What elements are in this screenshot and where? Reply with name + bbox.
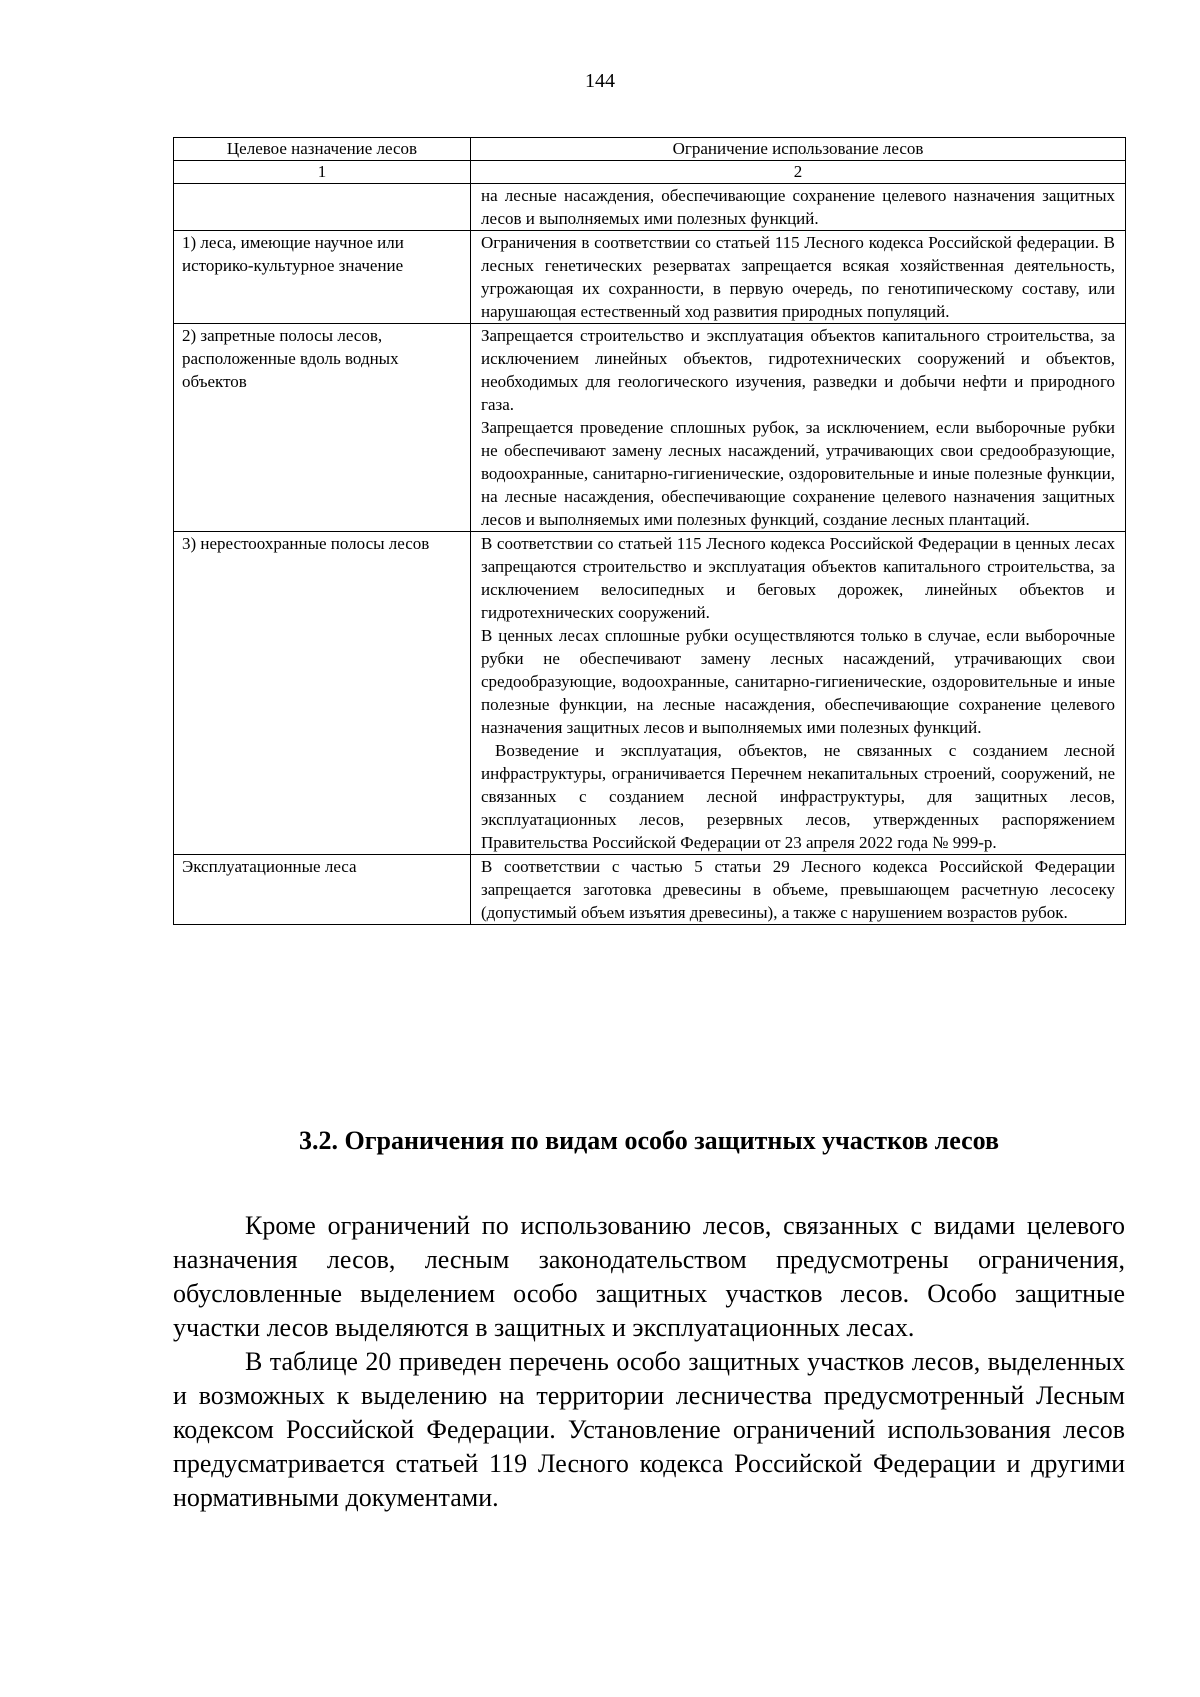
table-row — [174, 231, 1126, 324]
forest-restrictions-table — [173, 137, 1126, 925]
table-row — [174, 184, 1126, 231]
page-number: 144 — [585, 70, 615, 92]
table-row — [174, 855, 1126, 925]
restriction-paragraph: Запрещается строительство и эксплуатация объектов капитального строительства, за исключением линейных объектов, гидротехнических сооружений и объектов, необходимых для геологического изучения, разведки и добычи нефти и природного газа. — [481, 326, 1115, 414]
restriction-paragraph: В ценных лесах сплошные рубки осуществляются только в случае, если выборочные рубки не обеспечивают замену лесных насаждений, утрачивающих свои средообразующие, водоохранные, санитарно-гигиенические, оздоровительные и иные полезные функции, на лесные насаждения, обеспечивающие сохранение целевого назначения защитных лесов и выполняемых ими полезных функций. — [481, 626, 1115, 737]
row-restriction — [471, 324, 1126, 532]
row-category: Эксплуатационные леса — [174, 855, 471, 925]
table-row — [174, 324, 1126, 532]
restriction-paragraph: Возведение и эксплуатация, объектов, не связанных с созданием лесной инфраструктуры, ограничивается Перечнем некапитальных строений, сооружений, не связанных с созданием лесной инфраструктуры, для защитных лесов, эксплуатационных лесов, резервных лесов, утвержденных распоряжением Правительства Российской Федерации от 23 апреля 2022 года № 999-р. — [481, 741, 1115, 852]
column-header-purpose: Целевое назначение лесов — [174, 138, 471, 161]
table-header-row — [174, 138, 1126, 161]
row-restriction — [471, 184, 1126, 231]
row-category — [174, 184, 471, 231]
row-restriction — [471, 855, 1126, 925]
row-category: 1) леса, имеющие научное или историко-культурное значение — [174, 231, 471, 324]
column-number-2: 2 — [471, 161, 1126, 184]
section-body — [173, 1209, 1125, 1515]
body-paragraph: Кроме ограничений по использованию лесов, связанных с видами целевого назначения лесов, лесным законодательством предусмотрены ограничения, обусловленные выделением особо защитных участков лесов. Особо защитные участки лесов выделяются в защитных и эксплуатационных лесах. — [173, 1211, 1125, 1342]
row-category: 3) нерестоохранные полосы лесов — [174, 532, 471, 855]
restriction-paragraph: В соответствии с частью 5 статьи 29 Лесного кодекса Российской Федерации запрещается заготовка древесины в объеме, превышающем расчетную лесосеку (допустимый объем изъятия древесины), а также с нарушением возрастов рубок. — [481, 857, 1115, 922]
row-restriction — [471, 532, 1126, 855]
table-row — [174, 532, 1126, 855]
column-header-restriction: Ограничение использование лесов — [471, 138, 1126, 161]
row-category: 2) запретные полосы лесов, расположенные вдоль водных объектов — [174, 324, 471, 532]
section-heading: 3.2. Ограничения по видам особо защитных участков лесов — [298, 1126, 1000, 1155]
table-column-number-row — [174, 161, 1126, 184]
restriction-paragraph: Ограничения в соответствии со статьей 115 Лесного кодекса Российской федерации. В лесных генетических резерватах запрещается всякая хозяйственная деятельность, угрожающая их сохранности, в первую очередь, по генотипическому составу, или нарушающая естественный ход развития природных популяций. — [481, 233, 1115, 321]
restriction-paragraph: на лесные насаждения, обеспечивающие сохранение целевого назначения защитных лесов и выполняемых ими полезных функций. — [481, 186, 1115, 228]
body-paragraph: В таблице 20 приведен перечень особо защитных участков лесов, выделенных и возможных к выделению на территории лесничества предусмотренный Лесным кодексом Российской Федерации. Установление ограничений использования лесов предусматривается статьей 119 Лесного кодекса Российской Федерации и другими нормативными документами. — [173, 1347, 1125, 1512]
row-restriction — [471, 231, 1126, 324]
restriction-paragraph: В соответствии со статьей 115 Лесного кодекса Российской Федерации в ценных лесах запрещаются строительство и эксплуатация объектов капитального строительства, за исключением велосипедных и беговых дорожек, линейных объектов и гидротехнических сооружений. — [481, 534, 1115, 622]
restriction-paragraph: Запрещается проведение сплошных рубок, за исключением, если выборочные рубки не обеспечивают замену лесных насаждений, утрачивающих свои средообразующие, водоохранные, санитарно-гигиенические, оздоровительные и иные полезные функции, на лесные насаждения, обеспечивающие сохранение целевого назначения защитных лесов и выполняемых ими полезных функций, создание лесных плантаций. — [481, 418, 1115, 529]
column-number-1: 1 — [174, 161, 471, 184]
